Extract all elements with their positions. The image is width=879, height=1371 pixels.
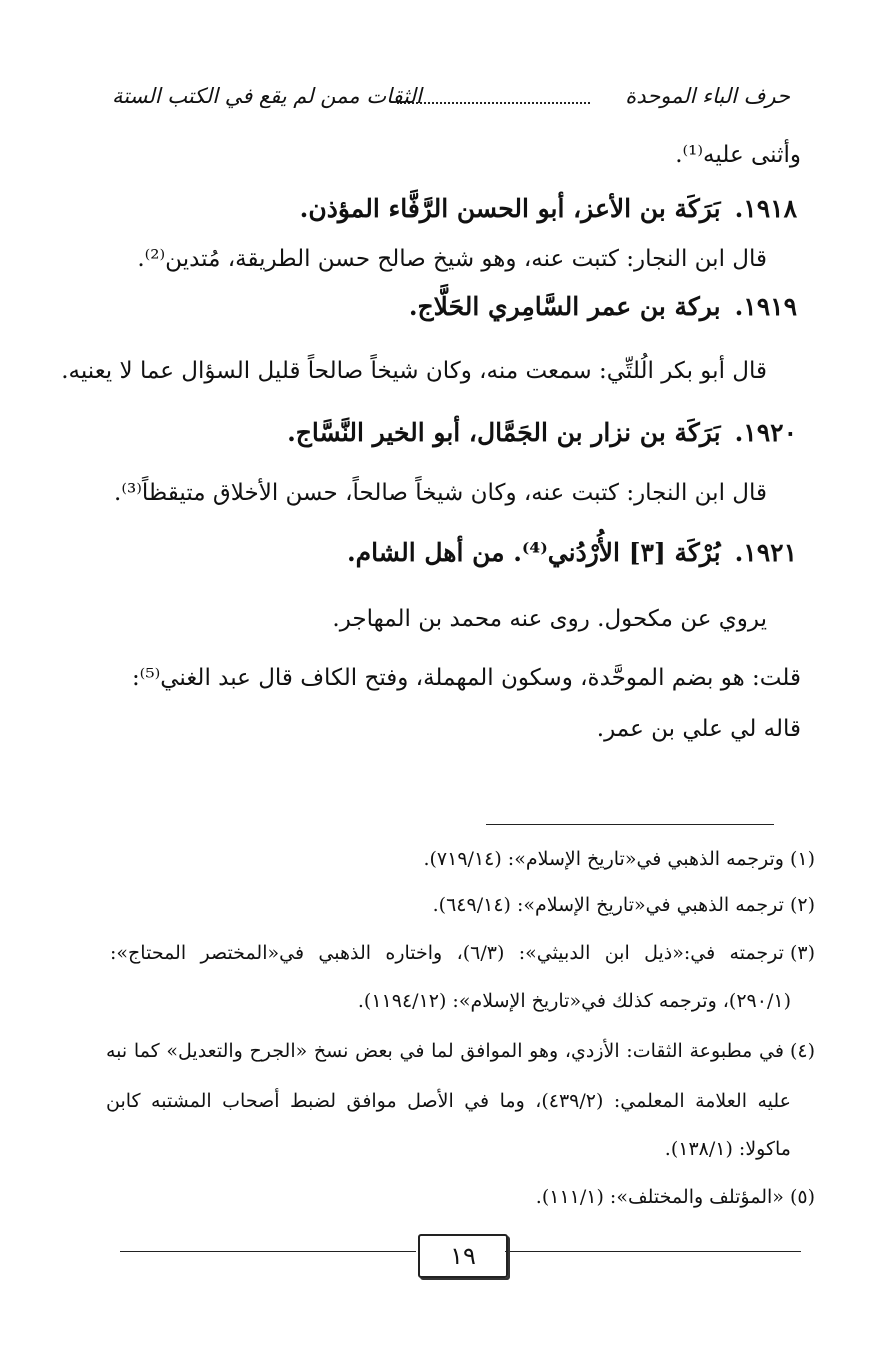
footnote-separator [486, 824, 774, 825]
entry-1920 [287, 418, 797, 447]
footnote-4 [106, 1040, 815, 1062]
body-line-1921-note: قلت: هو بضم الموحَّدة، وسكون المهملة، وفتح الكاف قال عبد الغني⁽⁵⁾: [131, 665, 801, 691]
footnote-1 [423, 848, 815, 870]
entry-number: ١٩٢٠. [734, 418, 797, 447]
entry-1921 [347, 538, 797, 567]
body-line-1921-note-cont: قاله لي علي بن عمر. [596, 716, 801, 742]
footnote-text: في مطبوعة الثقات: الأزدي، وهو الموافق لما في بعض نسخ «الجرح والتعديل» كما نبه [106, 1040, 784, 1062]
header-dots-leader [397, 102, 590, 104]
footer-rule-right [505, 1251, 801, 1252]
entry-1918 [300, 194, 797, 223]
footnote-number: (٤) [789, 1040, 815, 1062]
header-chapter: حرف الباء الموحدة [625, 84, 790, 108]
entry-name: بركة بن عمر السَّامِري الحَلَّاج. [408, 292, 721, 321]
footnote-number: (١) [789, 848, 815, 870]
footnote-2 [433, 894, 815, 916]
footnote-number: (٣) [789, 942, 816, 964]
entry-number: ١٩١٩. [734, 292, 797, 321]
entry-1919 [409, 292, 797, 321]
page-number: ١٩ [418, 1234, 508, 1278]
header-book-title: الثقات ممن لم يقع في الكتب الستة [112, 84, 422, 108]
entry-number: ١٩٢١. [734, 538, 797, 567]
footnote-text: وترجمه الذهبي في«تاريخ الإسلام»: (٧١٩/١٤). [423, 848, 784, 870]
entry-name: بَرَكَة بن نزار بن الجَمَّال، أبو الخير النَّسَّاج. [287, 418, 721, 447]
entry-name: بُرْكَة [٣] الأُرْدُني⁽⁴⁾. من أهل الشام. [346, 538, 721, 567]
footnote-5 [536, 1186, 815, 1208]
footnote-text: ترجمته في:«ذيل ابن الدبيثي»: (٦/٣)، واختاره الذهبي في«المختصر المحتاج»: [110, 942, 784, 964]
footnote-4-cont: عليه العلامة المعلمي: (٤٣٩/٢)، وما في الأصل موافق لضبط أصحاب المشتبه كابن [106, 1090, 792, 1112]
body-line-praise: وأثنى عليه⁽¹⁾. [675, 142, 801, 168]
running-header [112, 84, 790, 120]
footnote-number: (٥) [789, 1186, 815, 1208]
entry-number: ١٩١٨. [734, 194, 797, 223]
footnote-text: ترجمه الذهبي في«تاريخ الإسلام»: (٦٤٩/١٤). [432, 894, 784, 916]
footer-rule-left [120, 1251, 416, 1252]
body-line-1919: قال أبو بكر الُلتِّي: سمعت منه، وكان شيخاً صالحاً قليل السؤال عما لا يعنيه. [61, 358, 767, 384]
footnote-4-cont-2: ماكولا: (١٣٨/١). [664, 1138, 791, 1160]
footnote-3-cont: (٢٩٠/١)، وترجمه كذلك في«تاريخ الإسلام»: (١١٩٤/١٢). [357, 990, 791, 1012]
body-line-1921-narration: يروي عن مكحول. روى عنه محمد بن المهاجر. [332, 606, 767, 632]
footnote-number: (٢) [789, 894, 815, 916]
body-line-1918: قال ابن النجار: كتبت عنه، وهو شيخ صالح حسن الطريقة، مُتدين⁽²⁾. [137, 246, 767, 272]
entry-name: بَرَكَة بن الأعز، أبو الحسن الرَّفَّاء المؤذن. [299, 194, 721, 223]
footnote-3 [110, 942, 815, 964]
footnote-text: «المؤتلف والمختلف»: (١١١/١). [535, 1186, 784, 1208]
body-line-1920: قال ابن النجار: كتبت عنه، وكان شيخاً صالحاً، حسن الأخلاق متيقظاً⁽³⁾. [114, 480, 767, 506]
